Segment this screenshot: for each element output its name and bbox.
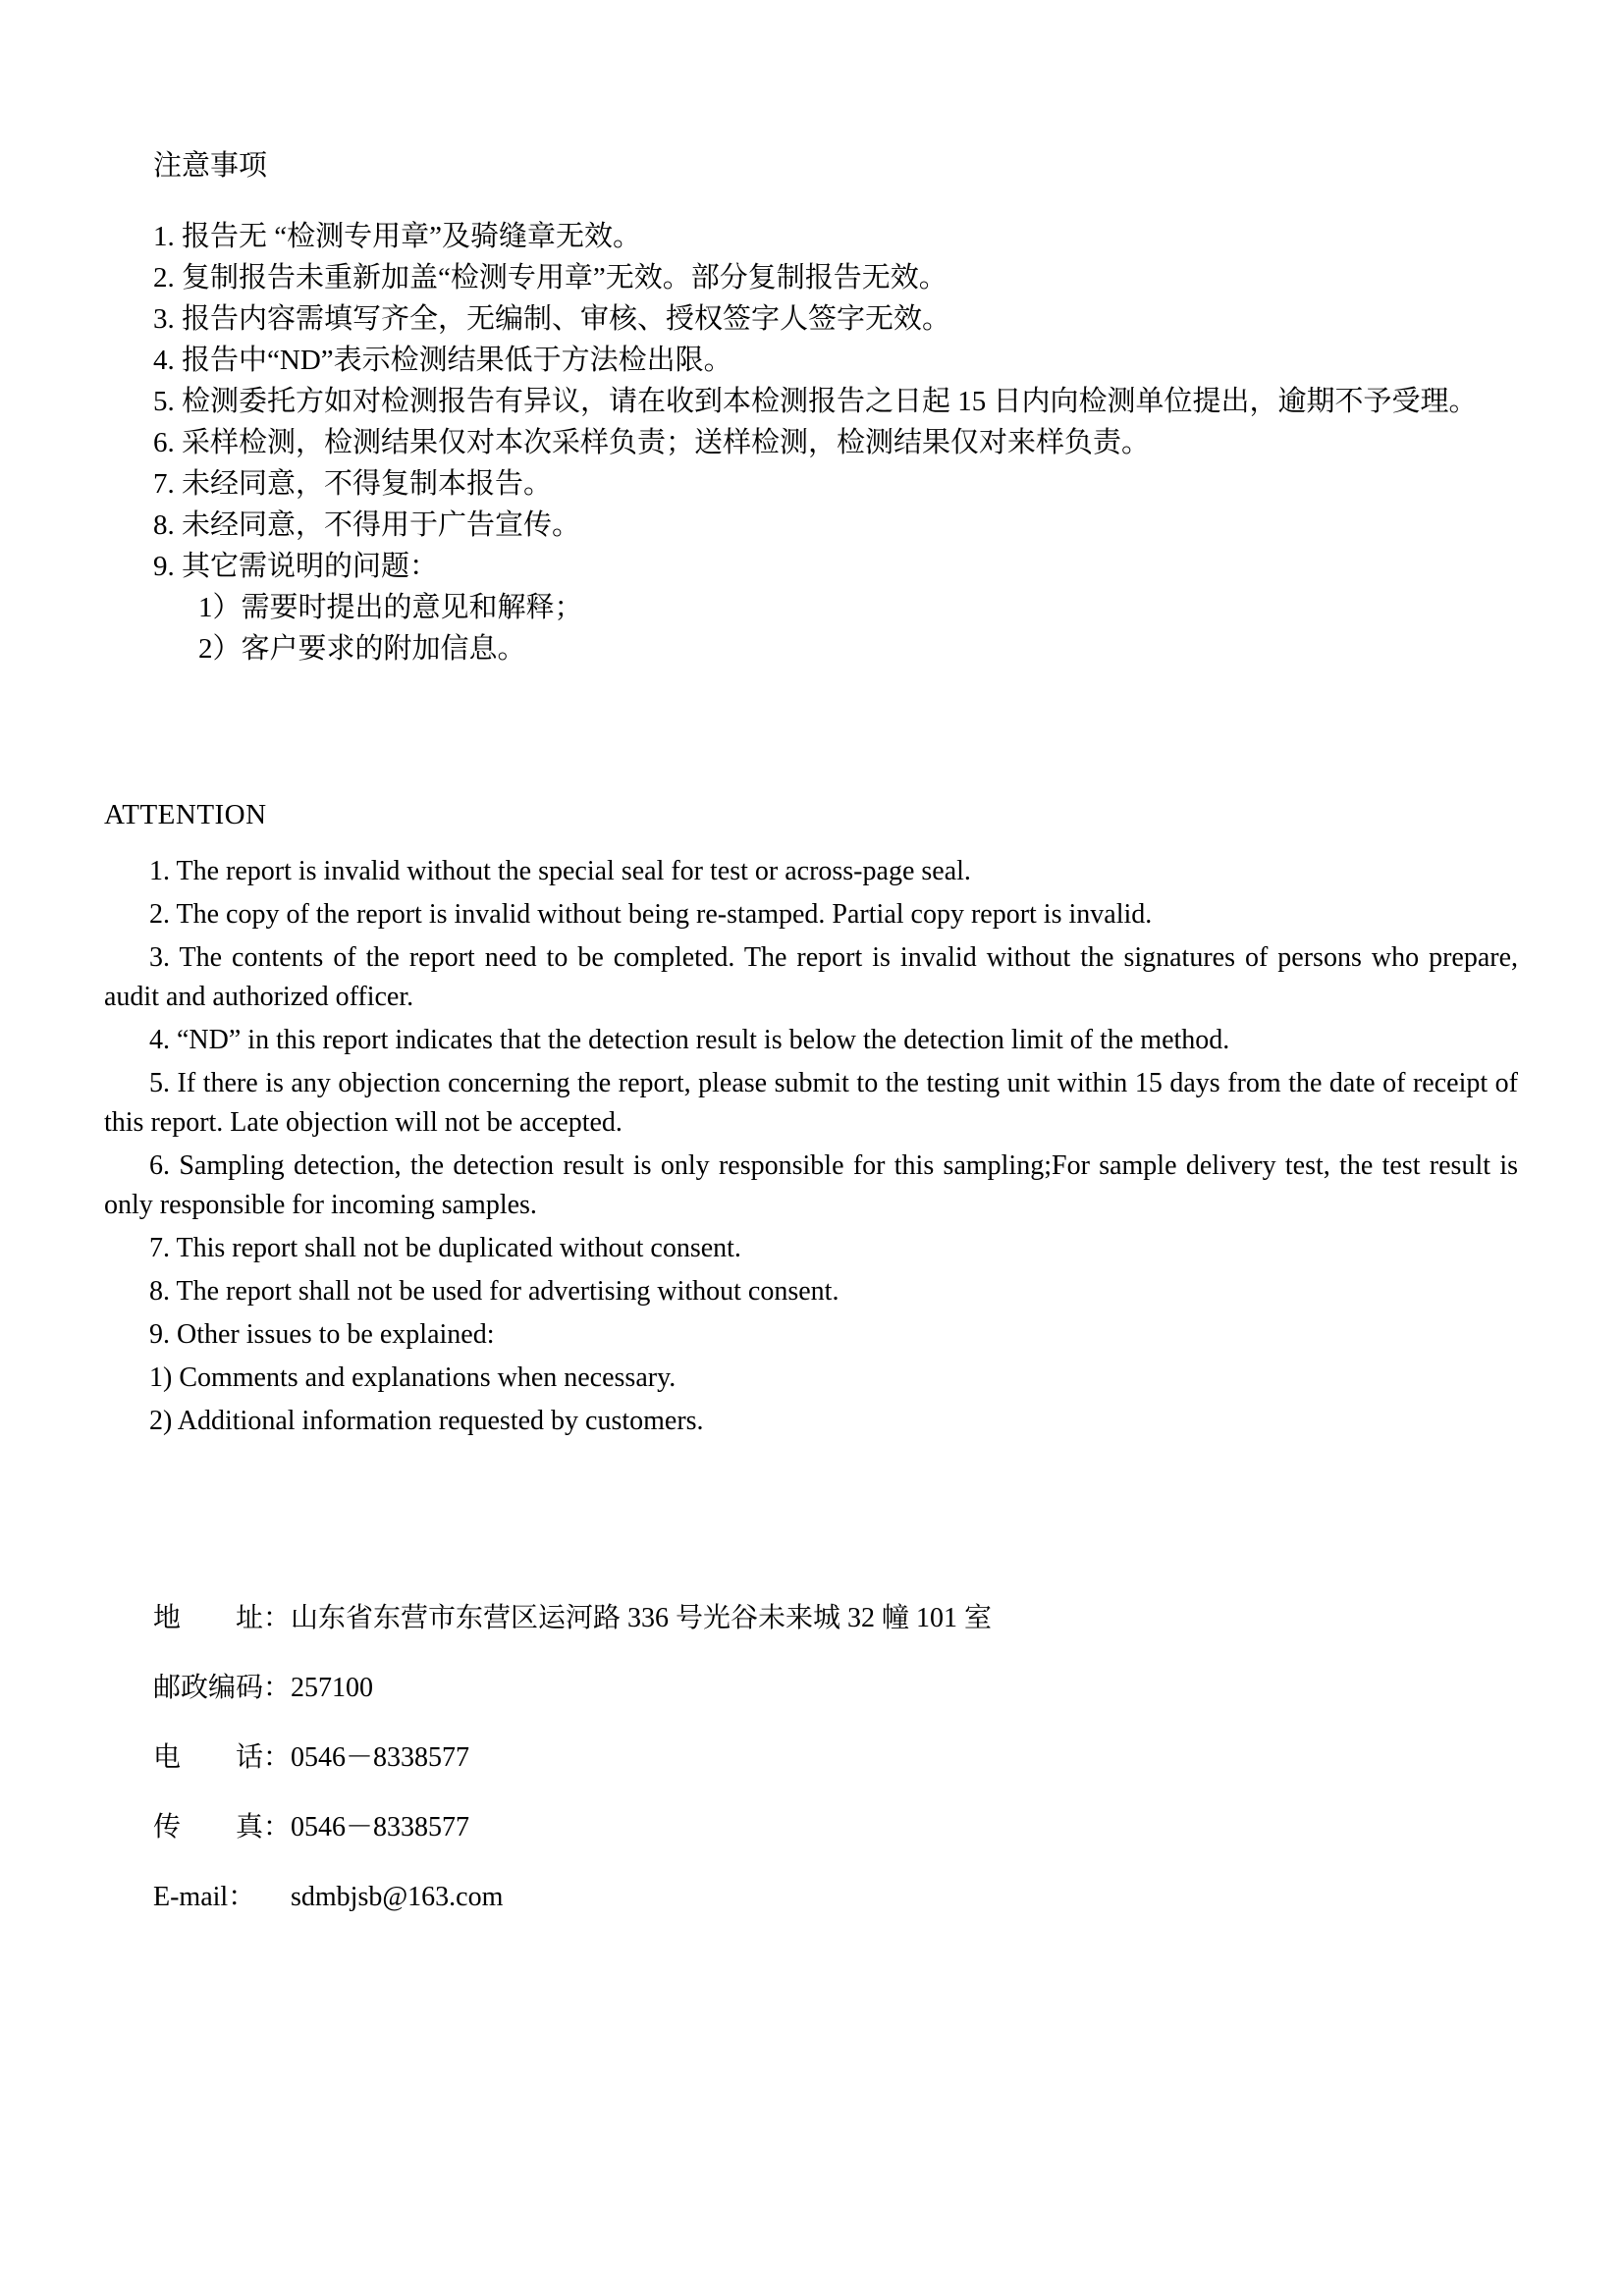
contact-row-fax [153,1807,1518,1848]
notice-zh-subitem-2: 2）客户要求的附加信息。 [198,633,526,665]
contact-label-email: E-mail： [153,1882,256,1912]
notice-en-item-6: 6. Sampling detection, the detection result is only responsible for this sampling;For sample delivery test, the test result is only responsible for incoming samples. [104,1150,1518,1220]
notice-en-item-3: 3. The contents of the report need to be completed. The report is invalid without the signatures of persons who prepare, audit and authorized officer. [104,942,1518,1012]
contact-row-postal-code [153,1668,1518,1709]
contact-label-phone: 电 话： [153,1742,292,1773]
contact-value-phone: 0546－8338577 [291,1742,470,1773]
notice-zh-item-7: 7. 未经同意，不得复制本报告。 [153,468,553,500]
notice-en-item-2: 2. The copy of the report is invalid without being re-stamped. Partial copy report is invalid. [149,899,1153,930]
notice-zh-item-3: 3. 报告内容需填写齐全，无编制、审核、授权签字人签字无效。 [153,303,951,335]
notice-en-subitem-1: 1) Comments and explanations when necessary. [149,1362,677,1393]
contact-section [104,1598,1518,1918]
contact-label-fax: 传 真： [153,1812,292,1842]
contact-row-address [153,1598,1518,1639]
notice-en-item-7: 7. This report shall not be duplicated without consent. [149,1233,741,1263]
contact-row-phone [153,1737,1518,1779]
notice-zh-item-2: 2. 复制报告未重新加盖“检测专用章”无效。部分复制报告无效。 [153,262,947,294]
notice-en-section [104,795,1518,1441]
attention-heading: ATTENTION [104,799,267,830]
contact-label-address: 地 址： [153,1603,292,1633]
contact-row-email [153,1877,1518,1918]
contact-label-postal-code: 邮政编码： [153,1673,292,1703]
notice-en-item-9: 9. Other issues to be explained: [149,1319,495,1350]
notice-zh-item-8: 8. 未经同意，不得用于广告宣传。 [153,509,581,541]
notice-en-item-8: 8. The report shall not be used for advertising without consent. [149,1276,839,1307]
notice-en-item-5: 5. If there is any objection concerning the report, please submit to the testing unit within 15 days from the date of receipt of this report. Late objection will not be accepted. [104,1068,1518,1138]
notice-en-item-4: 4. “ND” in this report indicates that the detection result is below the detection limit of the method. [149,1025,1230,1055]
notice-en-item-1: 1. The report is invalid without the special seal for test or across-page seal. [149,856,971,886]
notice-zh-subitem-1: 1）需要时提出的意见和解释； [198,592,583,623]
notice-zh-item-4: 4. 报告中“ND”表示检测结果低于方法检出限。 [153,345,732,376]
notice-zh-heading: 注意事项 [153,150,268,182]
contact-value-email: sdmbjsb@163.com [291,1882,504,1912]
notice-zh-item-9: 9. 其它需说明的问题： [153,551,439,582]
notice-zh-section [104,145,1518,669]
notice-zh-item-5: 5. 检测委托方如对检测报告有异议，请在收到本检测报告之日起 15 日内向检测单位提出，逾期不予受理。 [153,386,1478,417]
notice-en-subitem-2: 2) Additional information requested by customers. [149,1406,704,1436]
contact-value-fax: 0546－8338577 [291,1812,470,1842]
contact-value-address: 山东省东营市东营区运河路 336 号光谷未来城 32 幢 101 室 [291,1603,993,1633]
contact-value-postal-code: 257100 [291,1673,374,1703]
notice-zh-item-6: 6. 采样检测，检测结果仅对本次采样负责；送样检测，检测结果仅对来样负责。 [153,427,1151,458]
notice-zh-item-1: 1. 报告无 “检测专用章”及骑缝章无效。 [153,221,641,252]
